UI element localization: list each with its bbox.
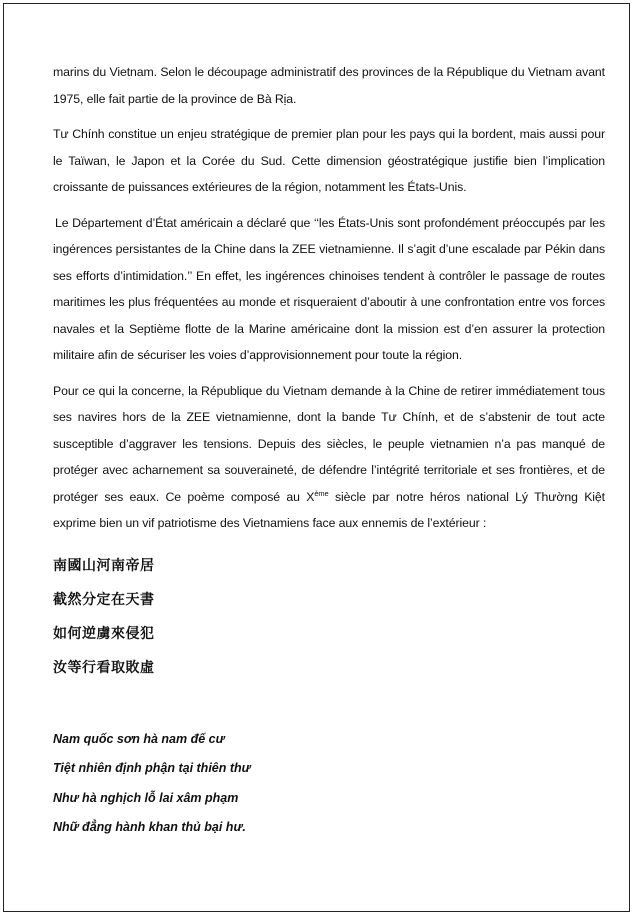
- poem-vietnamese-line: Nhữ đẳng hành khan thủ bại hư.: [53, 820, 246, 834]
- poem-vietnamese-line: Nam quốc sơn hà nam đế cư: [53, 731, 225, 746]
- document-body: [53, 59, 605, 843]
- paragraph-tu-chinh-stakes: Tư Chính constitue un enjeu stratégique de premier plan pour les pays qui la bordent, mais aussi pour le Taïwan, le Japon et la Corée du Sud. Cette dimension géostratégique justifie bien l’implication croissante de puissances extérieures de la région, notamment les États-Unis.: [53, 127, 605, 194]
- poem-vietnamese: [53, 725, 605, 843]
- paragraph-vietnam-demand: [53, 378, 605, 537]
- poem-chinese-line: 南國山河南帝居: [53, 557, 155, 574]
- poem-chinese-line: 汝等行看取敗虛: [53, 659, 155, 676]
- paragraph-province: marins du Vietnam. Selon le découpage administratif des provinces de la République du Vietnam avant 1975, elle fait partie de la province de Bà Rịa.: [53, 65, 605, 106]
- paragraph-text-part-1: Pour ce qui la concerne, la République du Vietnam demande à la Chine de retirer immédiatement tous ses navires hors de la ZEE vietnamienne, dont la bande Tư Chính, et de s’abstenir de tout acte susceptible d’aggraver les tensions. Depuis des siècles, le peuple vietnamien n’a pas manqué de protéger avec acharnement sa souveraineté, de défendre l’intégrité territoriale et ses frontières, et de protéger ses eaux. Ce poème composé au X: [53, 383, 605, 504]
- superscript-eme: ème: [314, 488, 329, 498]
- paragraph-text-part-2: siècle par notre héros national Lý Thường Kiệt exprime bien un vif patriotisme des Vietnamiens face aux ennemis de l’extérieur :: [53, 489, 605, 530]
- poem-chinese-line: 截然分定在天書: [53, 591, 155, 608]
- poem-chinese-line: 如何逆虜來侵犯: [53, 625, 155, 642]
- poem-vietnamese-line: Như hà nghịch lỗ lai xâm phạm: [53, 790, 239, 805]
- poem-chinese: [53, 549, 605, 685]
- paragraph-state-department: Le Département d’État américain a déclaré que ‘‘les États-Unis sont profondément préoccupés par les ingérences persistantes de la Chine dans la ZEE vietnamienne. Il s’agit d’une escalade par Pékin dans ses efforts d’intimidation.’’ En effet, les ingérences chinoises tendent à contrôler le passage de routes maritimes les plus fréquentées au monde et risqueraient d’aboutir à une confrontation entre vos forces navales et la Septième flotte de la Marine américaine dont la mission est d’en assurer la protection militaire afin de sécuriser les voies d’approvisionnement pour toute la région.: [53, 215, 605, 362]
- poem-vietnamese-line: Tiệt nhiên định phận tại thiên thư: [53, 761, 251, 775]
